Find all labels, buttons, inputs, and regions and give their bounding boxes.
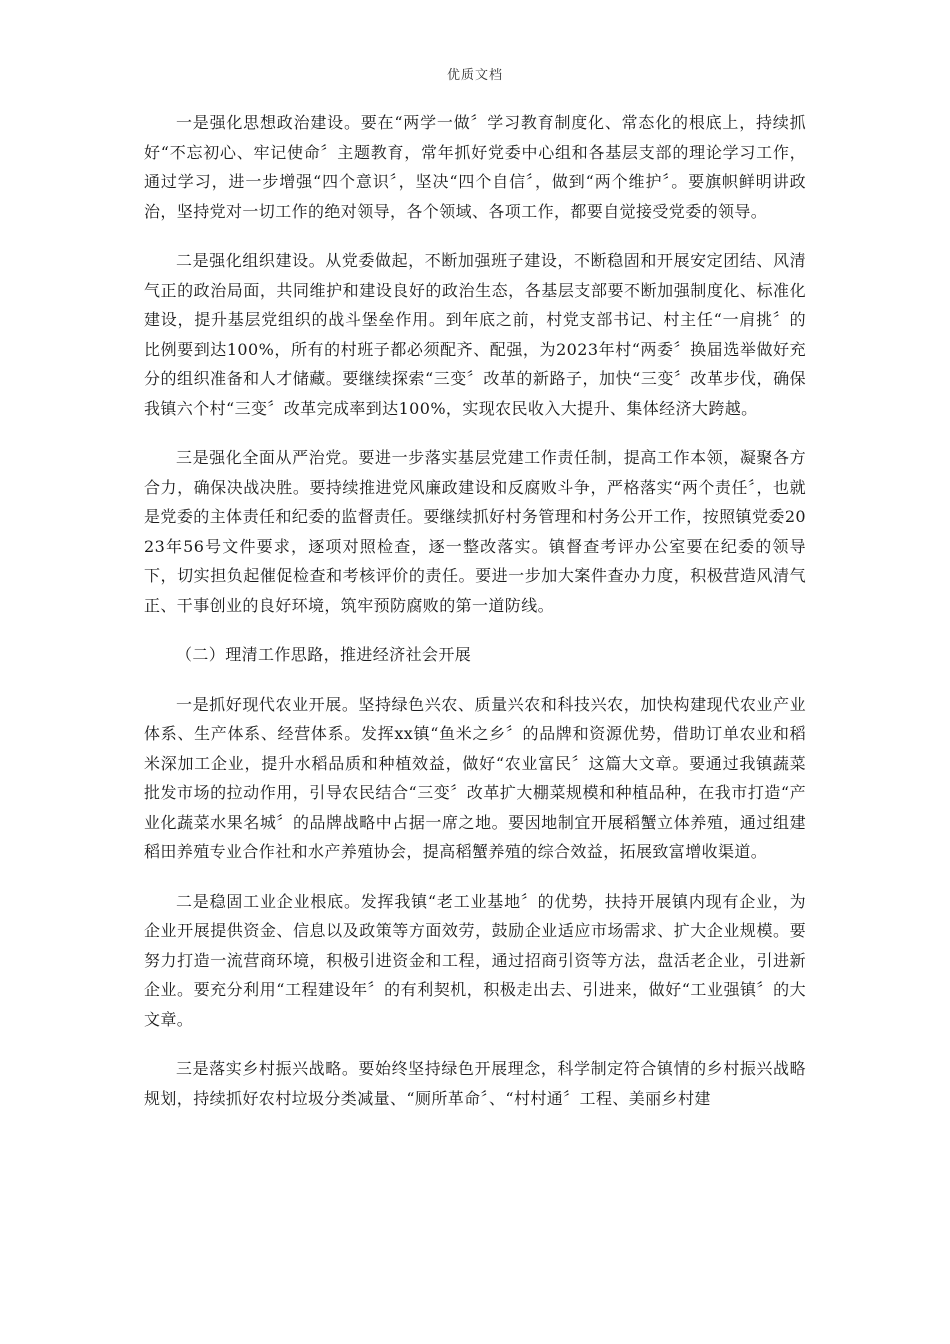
section-heading: （二）理清工作思路，推进经济社会开展	[176, 645, 472, 664]
page-header: 优质文档	[446, 68, 503, 83]
paragraph-organization: 二是强化组织建设。从党委做起，不断加强班子建设，不断稳固和开展安定团结、风清气正的政治局面，共同维护和建设良好的政治生态，各基层支部要不断加强制度化、标准化建设，提升基层党组织的战斗堡垒作用。到年底之前，村党支部书记、村主任“一肩挑〞的比例要到达100%，所有的村班子都必须配齐、配强，为2023年村“两委〞换届选举做好充分的组织准备和人才储藏。要继续探索“三变〞改革的新路子，加快“三变〞改革步伐，确保我镇六个村“三变〞改革完成率到达100%，实现农民收入大提升、集体经济大跨越。	[144, 251, 806, 418]
paragraph-industry: 二是稳固工业企业根底。发挥我镇“老工业基地〞的优势，扶持开展镇内现有企业，为企业开展提供资金、信息以及政策等方面效劳，鼓励企业适应市场需求、扩大企业规模。要努力打造一流营商环境，积极引进资金和工程，通过招商引资等方法，盘活老企业，引进新企业。要充分利用“工程建设年〞的有利契机，积极走出去、引进来，做好“工业强镇〞的大文章。	[144, 891, 806, 1029]
paragraph-ideology: 一是强化思想政治建设。要在“两学一做〞学习教育制度化、常态化的根底上，持续抓好“不忘初心、牢记使命〞主题教育，常年抓好党委中心组和各基层支部的理论学习工作，通过学习，进一步增强“四个意识〞，坚决“四个自信〞，做到“两个维护〞。要旗帜鲜明讲政治，坚持党对一切工作的绝对领导，各个领域、各项工作，都要自觉接受党委的领导。	[144, 113, 806, 221]
paragraph-agriculture: 一是抓好现代农业开展。坚持绿色兴农、质量兴农和科技兴农，加快构建现代农业产业体系、生产体系、经营体系。发挥xx镇“鱼米之乡〞的品牌和资源优势，借助订单农业和稻米深加工企业，提升水稻品质和种植效益，做好“农业富民〞这篇大文章。要通过我镇蔬菜批发市场的拉动作用，引导农民结合“三变〞改革扩大棚菜规模和种植品种，在我市打造“产业化蔬菜水果名城〞的品牌战略中占据一席之地。要因地制宜开展稻蟹立体养殖，通过组建稻田养殖专业合作社和水产养殖协会，提高稻蟹养殖的综合效益，拓展致富增收渠道。	[144, 694, 806, 861]
paragraph-discipline: 三是强化全面从严治党。要进一步落实基层党建工作责任制，提高工作本领，凝聚各方合力，确保决战决胜。要持续推进党风廉政建设和反腐败斗争，严格落实“两个责任〞，也就是党委的主体责任和纪委的监督责任。要继续抓好村务管理和村务公开工作，按照镇党委2023年56号文件要求，逐项对照检查，逐一整改落实。镇督查考评办公室要在纪委的领导下，切实担负起催促检查和考核评价的责任。要进一步加大案件查办力度，积极营造风清气正、干事创业的良好环境，筑牢预防腐败的第一道防线。	[144, 448, 806, 615]
paragraph-rural-revitalization: 三是落实乡村振兴战略。要始终坚持绿色开展理念，科学制定符合镇情的乡村振兴战略规划，持续抓好农村垃圾分类减量、“厕所革命〞、“村村通〞工程、美丽乡村建	[144, 1059, 806, 1108]
document-body	[144, 108, 806, 1133]
